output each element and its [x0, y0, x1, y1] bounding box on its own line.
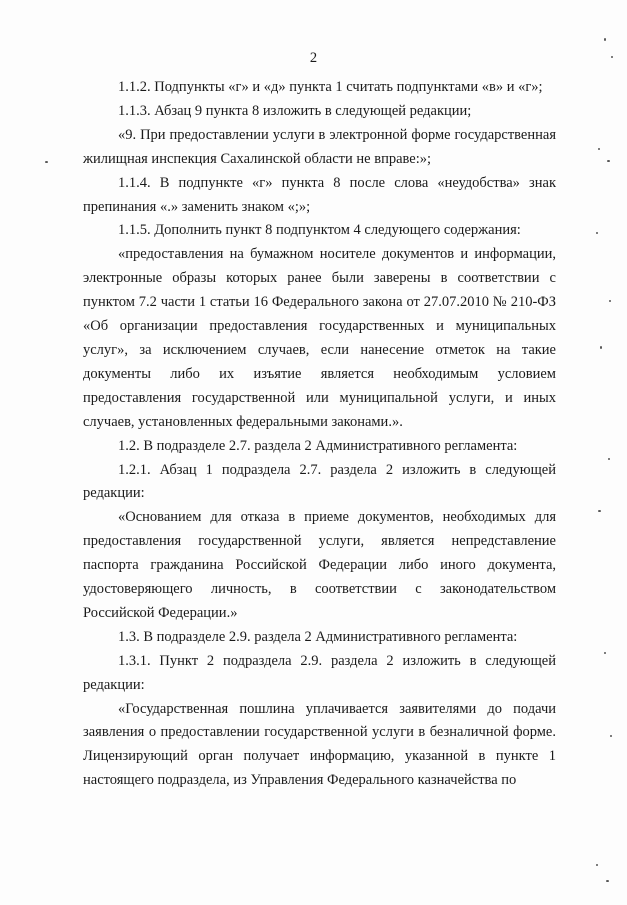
scan-speck: [608, 458, 610, 460]
paragraph-1-2: 1.2. В подразделе 2.7. раздела 2 Административного регламента:: [118, 437, 518, 454]
scan-speck: [611, 56, 613, 58]
paragraph-quote-fee: «Государственная пошлина уплачивается заявителями до подачи заявления о предоставлении государственной услуги в безналичной форме. Лицензирующий орган получает информацию, указанной в пункте 1 настоящего подраздела, из Управления Федерального казначейства по: [83, 700, 556, 789]
scan-speck: [600, 346, 602, 349]
page-number: 2: [309, 50, 318, 66]
scan-speck: [610, 735, 612, 737]
paragraph-1-1-4: 1.1.4. В подпункте «г» пункта 8 после слова «неудобства» знак препинания «.» заменить знаком «;»;: [83, 174, 556, 215]
paragraph-1-2-1: 1.2.1. Абзац 1 подраздела 2.7. раздела 2 изложить в следующей редакции:: [83, 461, 556, 502]
scan-speck: [598, 510, 601, 512]
scan-speck: [604, 652, 606, 654]
scan-speck: [596, 864, 598, 866]
paragraph-1-1-5: 1.1.5. Дополнить пункт 8 подпунктом 4 следующего содержания:: [118, 222, 521, 239]
scan-speck: [606, 880, 609, 882]
scan-speck: [607, 160, 610, 162]
paragraph-1-3-1: 1.3.1. Пункт 2 подраздела 2.9. раздела 2 изложить в следующей редакции:: [83, 652, 556, 693]
scan-speck: [598, 148, 600, 150]
document-body: [83, 76, 556, 793]
paragraph-quote-subitem-4: «предоставления на бумажном носителе документов и информации, электронные образы которых ранее были заверены в соответствии с пунктом 7.2 части 1 статьи 16 Федерального закона от 27.07.2010 № 210-ФЗ «Об организации предоставления государственных и муниципальных услуг», за исключением случаев, если нанесение отметок на такие документы либо их изъятие является необходимым условием предоставления государственной или муниципальной услуги, и иных случаев, установленных федеральными законами.».: [83, 246, 556, 430]
paragraph-1-1-3: 1.1.3. Абзац 9 пункта 8 изложить в следующей редакции;: [118, 102, 472, 119]
scan-speck: [596, 232, 598, 234]
scan-speck: [45, 161, 48, 163]
paragraph-quote-refusal: «Основанием для отказа в приеме документов, необходимых для предоставления государственной услуги, является непредставление паспорта гражданина Российской Федерации либо иного документа, удостоверяющего личность, в соответствии с законодательством Российской Федерации.»: [83, 509, 556, 621]
paragraph-1-1-2: 1.1.2. Подпункты «г» и «д» пункта 1 считать подпунктами «в» и «г»;: [118, 79, 543, 95]
paragraph-quote-9: «9. При предоставлении услуги в электронной форме государственная жилищная инспекция Сахалинской области не вправе:»;: [83, 126, 556, 167]
paragraph-1-3: 1.3. В подразделе 2.9. раздела 2 Административного регламента:: [118, 628, 518, 645]
scan-speck: [604, 38, 606, 41]
scan-speck: [609, 300, 611, 302]
